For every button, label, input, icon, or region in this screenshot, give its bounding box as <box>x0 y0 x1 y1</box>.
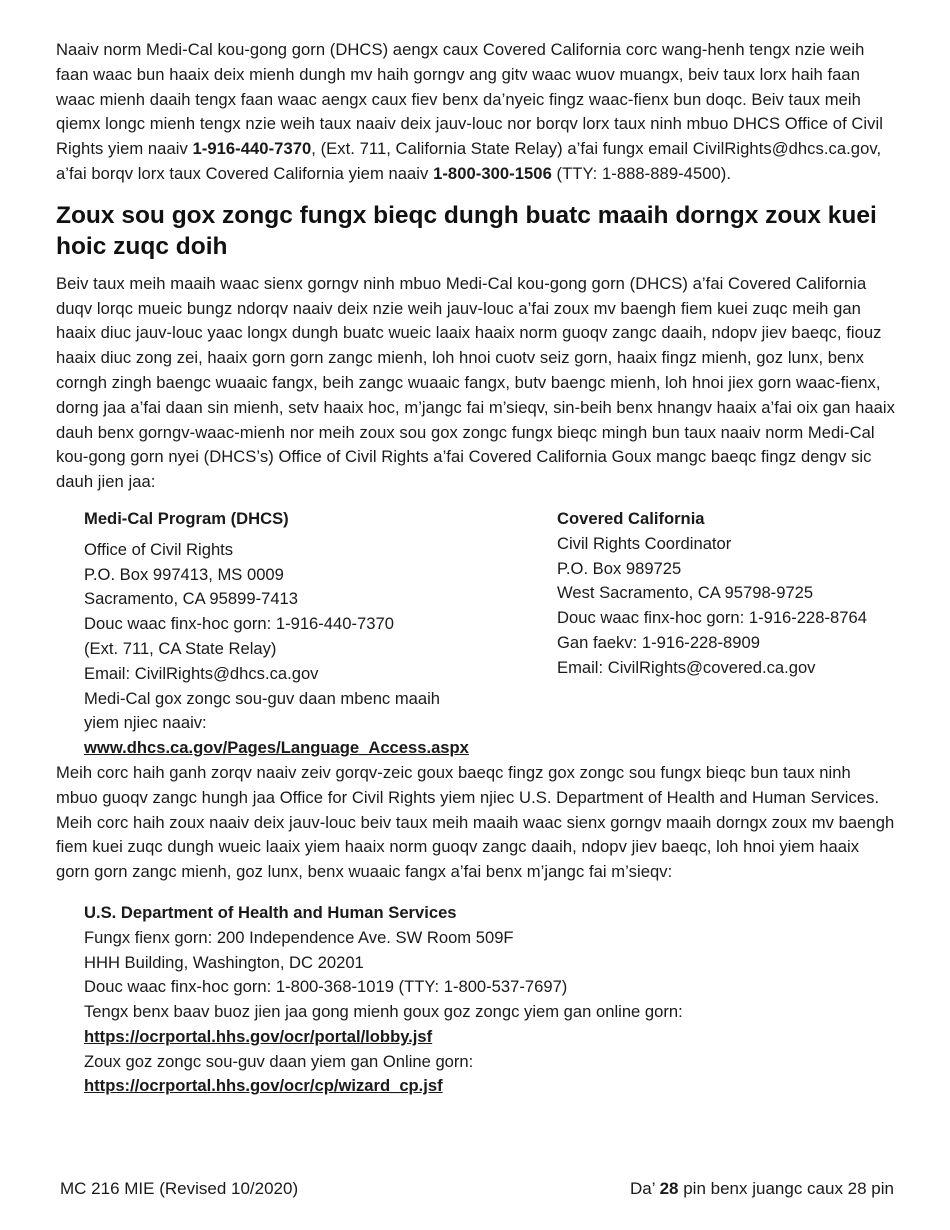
dhcs-line: (Ext. 711, CA State Relay) <box>84 638 277 658</box>
dhcs-line: Medi-Cal gox zongc sou-guv daan mbenc maaih <box>84 688 441 708</box>
covered-phone: 1-800-300-1506 <box>433 163 552 183</box>
page-suffix: pin benx juangc caux 28 pin <box>678 1179 894 1198</box>
covered-line: Gan faekv: 1-916-228-8909 <box>557 632 760 652</box>
dhcs-line: Sacramento, CA 95899-7413 <box>84 589 299 609</box>
covered-title: Covered California <box>557 508 705 528</box>
hhs-line: Tengx benx baav buoz jien jaa gong mienh goux goz zongc yiem gan online gorn: <box>84 1002 683 1022</box>
hhs-complaint-wizard-link[interactable]: https://ocrportal.hhs.gov/ocr/cp/wizard_cp.jsf <box>84 1076 443 1096</box>
intro-paragraph <box>56 38 896 187</box>
dhcs-line: Douc waac finx-hoc gorn: 1-916-440-7370 <box>84 614 394 634</box>
page-indicator <box>630 1177 894 1201</box>
covered-line: Email: CivilRights@covered.ca.gov <box>557 657 816 677</box>
page-prefix: Da’ <box>629 1179 660 1198</box>
document-page <box>56 38 896 1099</box>
intro-text-mid: , (Ext. 711, California State Relay) a’fai fungx email CivilRights@dhcs.ca.gov, a’fai borqv lorx taux Covered California yiem naaiv <box>56 139 882 183</box>
hhs-title: U.S. Department of Health and Human Services <box>84 902 457 922</box>
covered-line: P.O. Box 989725 <box>557 558 682 578</box>
contact-columns <box>84 507 896 761</box>
federal-paragraph: Meih corc haih ganh zorqv naaiv zeiv gorqv-zeic goux baeqc fingz gox zongc sou fungx bieqc bun taux ninh mbuo guoqv zangc hungh jaa Office for Civil Rights yiem njiec U.S. Department of Health and Human Services. Meih corc haih zoux naaiv deix jauv-louc beiv taux meih maaih waac sienx gorngv maaih dorngx zoux mv baengh fiem kuei zuqc dungh wueic laaix yiem haaix norm guoqv zangc daaih, ndopv jiev baeqc, loh hnoi yiem haaix gorn gorn zangc mienh, goz lunx, benx wuaaic fangx a’fai benx m’jangc fai m’sieqv: <box>56 762 895 882</box>
form-id: MC 216 MIE (Revised 10/2020) <box>60 1179 299 1198</box>
complaint-paragraph: Beiv taux meih maaih waac sienx gorngv ninh mbuo Medi-Cal kou-gong gorn (DHCS) a’fai Covered California duqv lorqc mueic bungz ndorqv naaiv deix nzie weih jauv-louc a’fai zoux mv baengh fiem kuei zuqc meih gan haaix diuc jauv-louc yaac longx dungh buatc wueic laaix haaix norm guoqv zangc daaih, ndopv jiev baeqc, fiouz haaix diuc zong zei, haaix gorn gorn zangc mienh, loh hnoi cuotv seiz gorn, haaix fingz mienh, goz lunx, benx corngh zingh baengc wuaaic fangx, beih zangc wuaaic fangx, butv baengc mienh, loh hnoi jiex gorn waac-fienx, dorng jaa a’fai daan sin mienh, setv haaix hoc, m’jangc fai m’sieqv, sin-beih benx hnangv haaix a’fai oix gan haaix dauh benx gorngv-waac-mienh nor meih zoux sou gox zongc fungx bieqc mingh bun taux naaiv norm Medi-Cal kou-gong gorn nyei (DHCS’s) Office of Civil Rights a’fai Covered California Goux mangc baeqc fingz dengv sic dauh jien jaa: <box>56 273 896 492</box>
page-footer <box>60 1177 894 1201</box>
hhs-portal-link[interactable]: https://ocrportal.hhs.gov/ocr/portal/lobby.jsf <box>84 1026 433 1046</box>
dhcs-language-access-link[interactable]: www.dhcs.ca.gov/Pages/Language_Access.aspx <box>84 738 469 758</box>
hhs-contact-block <box>84 901 896 1099</box>
hhs-line: Fungx fienx gorn: 200 Independence Ave. SW Room 509F <box>84 927 514 947</box>
covered-contact-block <box>557 507 896 761</box>
hhs-line: Zoux goz zongc sou-guv daan yiem gan Online gorn: <box>84 1051 474 1071</box>
dhcs-line: yiem njiec naaiv: <box>84 713 207 733</box>
covered-line: Douc waac finx-hoc gorn: 1-916-228-8764 <box>557 608 867 628</box>
intro-text-end: (TTY: 1-888-889-4500). <box>551 163 732 183</box>
dhcs-title: Medi-Cal Program (DHCS) <box>84 508 289 528</box>
page-number: 28 <box>659 1179 679 1198</box>
covered-line: West Sacramento, CA 95798-9725 <box>557 583 814 603</box>
section-heading: Zoux sou gox zongc fungx bieqc dungh buatc maaih dorngx zoux kuei hoic zuqc doih <box>56 201 877 260</box>
hhs-line: Douc waac finx-hoc gorn: 1-800-368-1019 (TTY: 1-800-537-7697) <box>84 977 568 997</box>
hhs-line: HHH Building, Washington, DC 20201 <box>84 952 364 972</box>
dhcs-line: P.O. Box 997413, MS 0009 <box>84 564 284 584</box>
covered-line: Civil Rights Coordinator <box>557 533 732 553</box>
dhcs-line: Email: CivilRights@dhcs.ca.gov <box>84 663 319 683</box>
dhcs-phone: 1-916-440-7370 <box>192 139 312 159</box>
dhcs-contact-block <box>84 507 557 761</box>
intro-text: Naaiv norm Medi-Cal kou-gong gorn (DHCS) aengx caux Covered California corc wang-henh tengx nzie weih faan waac bun haaix deix mienh dungh mv haih gorngv ang gitv waac wuov muangx, beiv taux lorx haih faan waac mienh daaih tengx faan waac aengx caux fiev benx da’nyeic fingz waac-fienx bun doqc. Beiv taux meih qiemx longc mienh tengx nzie weih taux naaiv deix jauv-louc nor borqv lorx taux ninh mbuo DHCS Office of Civil Rights yiem naaiv <box>56 40 883 159</box>
dhcs-line: Office of Civil Rights <box>84 539 234 559</box>
